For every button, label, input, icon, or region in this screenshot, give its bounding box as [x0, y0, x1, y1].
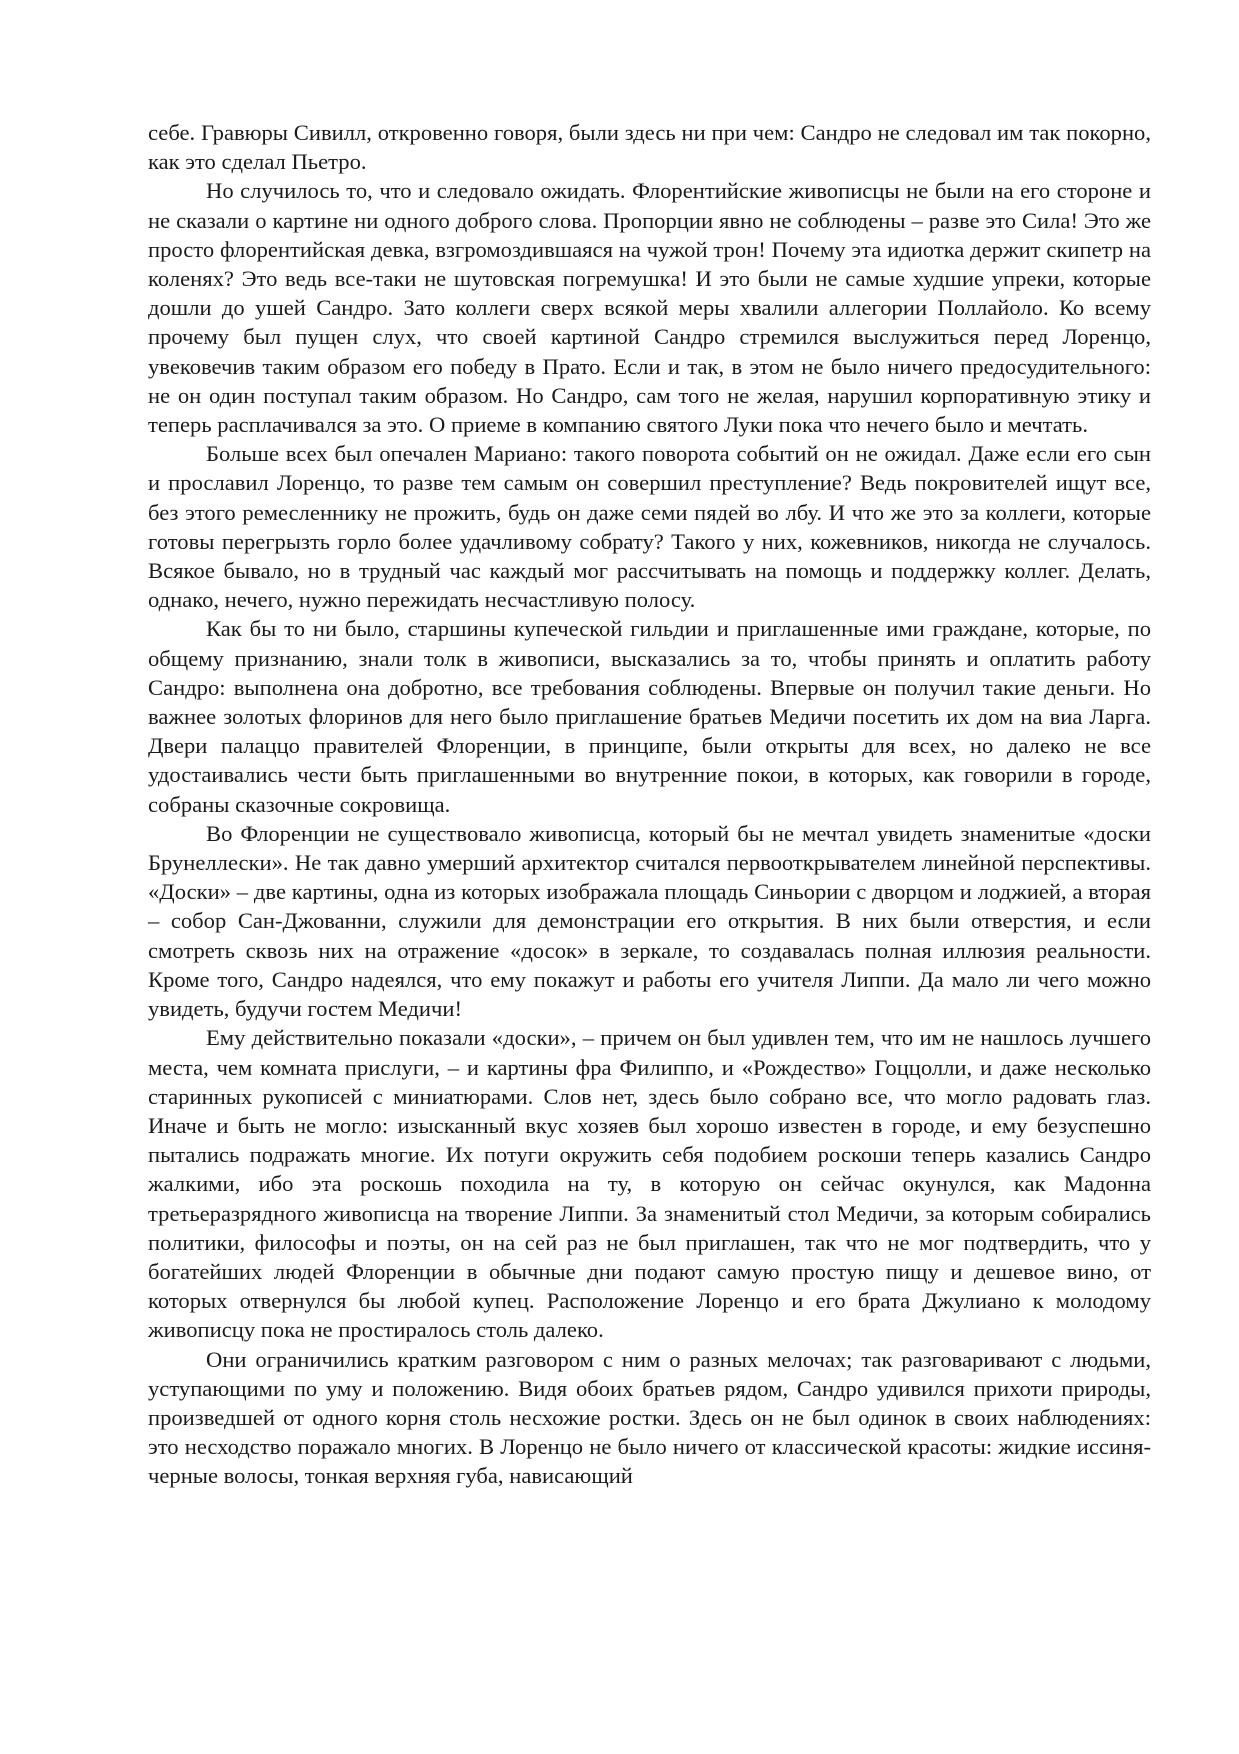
- paragraph-brothers-conversation: Они ограничились кратким разговором с ним о разных мелочах; так разговаривают с людьми, уступающими по уму и положению. Видя обоих братьев рядом, Сандро удивился прихоти природы, произведшей от одного корня столь несхожие ростки. Здесь он не был одинок в своих наблюдениях: это несходство поражало многих. В Лоренцо не было ничего от классической красоты: жидкие иссиня-черные волосы, тонкая верхняя губа, нависающий: [148, 1346, 1151, 1489]
- paragraph-medici-visit: Ему действительно показали «доски», – причем он был удивлен тем, что им не нашлось лучшего места, чем комната прислуги, – и картины фра Филиппо, и «Рождество» Гоццолли, и даже несколько старинных рукописей с миниатюрами. Слов нет, здесь было собрано все, что могло радовать глаз. Иначе и быть не могло: изысканный вкус хозяев был хорошо известен в городе, и ему безуспешно пытались подражать многие. Их потуги окружить себя подобием роскоши теперь казались Сандро жалкими, ибо эта роскошь походила на ту, в которую он сейчас окунулся, как Мадонна третьеразрядного живописца на творение Липпи. За знаменитый стол Медичи, за которым собирались политики, философы и поэты, он на сей раз не был приглашен, так что не мог подтвердить, что у богатейших людей Флоренции в обычные дни подают самую простую пищу и дешевое вино, от которых отвернулся бы любой купец. Расположение Лоренцо и его брата Джулиано к молодому живописцу пока не простиралось столь далеко.: [148, 1025, 1151, 1343]
- paragraph-guild-payment: Как бы то ни было, старшины купеческой гильдии и приглашенные ими граждане, которые, по общему признанию, знали толк в живописи, высказались за то, чтобы принять и оплатить работу Сандро: выполнена она добротно, все требования соблюдены. Впервые он получил такие деньги. Но важнее золотых флоринов для него было приглашение братьев Медичи посетить их дом на виа Ларга. Двери палаццо правителей Флоренции, в принципе, были открыты для всех, но далеко не все удостаивались чести быть приглашенными во внутренние покои, в которых, как говорили в городе, собраны сказочные сокровища.: [148, 616, 1151, 817]
- paragraph-mariano: Больше всех был опечален Мариано: такого поворота событий он не ожидал. Даже если его сын и прославил Лоренцо, то разве тем самым он совершил преступление? Ведь покровителей ищут все, без этого ремесленнику не прожить, будь он даже семи пядей во лбу. И что же это за коллеги, которые готовы перегрызть горло более удачливому собрату? Такого у них, кожевников, никогда не случалось. Всякое бывало, но в трудный час каждый мог рассчитывать на помощь и поддержку коллег. Делать, однако, нечего, нужно пережидать несчастливую полосу.: [148, 441, 1151, 613]
- text-column: [148, 118, 1151, 1491]
- paragraph-continuation: себе. Гравюры Сивилл, откровенно говоря, были здесь ни при чем: Сандро не следовал им так покорно, как это сделал Пьетро.: [148, 120, 1151, 175]
- paragraph-florentine-critics: Но случилось то, что и следовало ожидать. Флорентийские живописцы не были на его стороне и не сказали о картине ни одного доброго слова. Пропорции явно не соблюдены – разве это Сила! Это же просто флорентийская девка, взгромоздившаяся на чужой трон! Почему эта идиотка держит скипетр на коленях? Это ведь все-таки не шутовская погремушка! И это были не самые худшие упреки, которые дошли до ушей Сандро. Зато коллеги сверх всякой меры хвалили аллегории Поллайоло. Ко всему прочему был пущен слух, что своей картиной Сандро стремился выслужиться перед Лоренцо, увековечив таким образом его победу в Прато. Если и так, в этом не было ничего предосудительного: не он один поступал таким образом. Но Сандро, сам того не желая, нарушил корпоративную этику и теперь расплачивался за это. О приеме в компанию святого Луки пока что нечего было и мечтать.: [148, 178, 1151, 438]
- paragraph-brunelleschi-panels: Во Флоренции не существовало живописца, который бы не мечтал увидеть знаменитые «доски Брунеллески». Не так давно умерший архитектор считался первооткрывателем линейной перспективы. «Доски» – две картины, одна из которых изображала площадь Синьории с дворцом и лоджией, а вторая – собор Сан-Джованни, служили для демонстрации его открытия. В них были отверстия, и если смотреть сквозь них на отражение «досок» в зеркале, то создавалась полная иллюзия реальности. Кроме того, Сандро надеялся, что ему покажут и работы его учителя Липпи. Да мало ли чего можно увидеть, будучи гостем Медичи!: [148, 820, 1151, 1022]
